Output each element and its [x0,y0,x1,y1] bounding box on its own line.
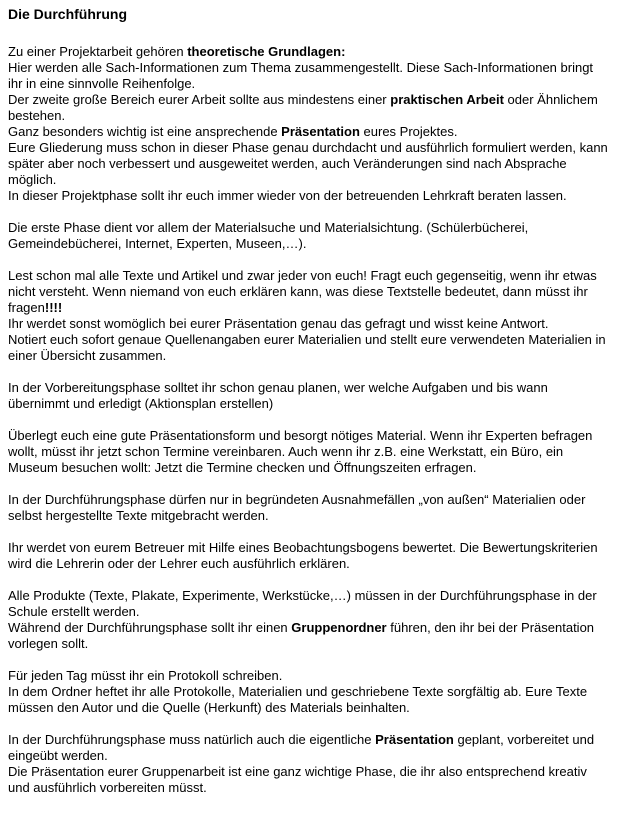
text-span: In der Durchführungsphase muss natürlich auch die eigentliche [8,732,376,747]
text-line [8,620,609,652]
text-span: eures Projektes. [359,124,458,139]
text-span: Während der Durchführungsphase sollt ihr einen [8,620,292,635]
text-line: Alle Produkte (Texte, Plakate, Experimente, Werkstücke,…) müssen in der Durchführungsphase in der Schule erstellt werden. [8,588,597,619]
text-line [8,124,609,140]
bold-text: Gruppenordner [291,620,387,635]
text-line: In dieser Projektphase sollt ihr euch immer wieder von der betreuenden Lehrkraft beraten lassen. [8,188,567,203]
paragraph-produkte [8,588,609,652]
paragraph-bewertung: Ihr werdet von eurem Betreuer mit Hilfe eines Beobachtungsbogens bewertet. Die Bewertungskriterien wird die Lehrerin oder der Lehrer euch ausführlich erklären. [8,540,598,571]
text-span: führen, den ihr bei der Präsentation vorlegen sollt. [8,620,595,651]
bold-text: Präsentation [375,732,454,747]
page-title: Die Durchführung [8,6,127,22]
bold-text: theoretische Grundlagen: [187,44,346,59]
bold-text: praktischen Arbeit [390,92,504,107]
text-span: Der zweite große Bereich eurer Arbeit sollte aus mindestens einer [8,92,391,107]
paragraph-praesentationsform: Überlegt euch eine gute Präsentationsform und besorgt nötiges Material. Wenn ihr Experten befragen wollt, müsst ihr jetzt schon Termine vereinbaren. Auch wenn ihr z.B. eine Werkstatt, ein Büro, ein Museum besuchen wollt: Jetzt die Termine checken und Öffnungszeiten erfragen. [8,428,593,475]
text-line: Die Präsentation eurer Gruppenarbeit ist eine ganz wichtige Phase, die ihr also entsprechend kreativ und ausführlich vorbereiten müsst. [8,764,587,795]
text-line: Hier werden alle Sach-Informationen zum Thema zusammengestellt. Diese Sach-Informationen bringt ihr in eine sinnvolle Reihenfolge. [8,60,594,91]
paragraph-grundlagen [8,44,609,204]
paragraph-praesentation [8,732,609,796]
paragraph-texte-lesen [8,268,609,364]
text-line: Für jeden Tag müsst ihr ein Protokoll schreiben. [8,668,283,683]
bold-text: !!!! [44,300,63,315]
text-line [8,268,609,316]
text-span: Zu einer Projektarbeit gehören [8,44,188,59]
text-span: Lest schon mal alle Texte und Artikel und zwar jeder von euch! Fragt euch gegenseitig, wenn ihr etwas nicht versteht. Wenn niemand von euch erklären kann, was diese Textstelle bedeutet, dann müsst ihr fragen [8,268,597,315]
paragraph-materialsuche: Die erste Phase dient vor allem der Materialsuche und Materialsichtung. (Schülerbücherei, Gemeindebücherei, Internet, Experten, Museen,…). [8,220,529,251]
paragraph-ausnahmen: In der Durchführungsphase dürfen nur in begründeten Ausnahmefällen „von außen“ Materialien oder selbst hergestellte Texte mitgebracht werden. [8,492,586,523]
text-line [8,732,609,764]
bold-text: Präsentation [281,124,360,139]
text-line [8,92,609,124]
text-line: Notiert euch sofort genaue Quellenangaben eurer Materialien und stellt eure verwendeten Materialien in einer Übersicht zusammen. [8,332,606,363]
text-line: Ihr werdet sonst womöglich bei eurer Präsentation genau das gefragt und wisst keine Antwort. [8,316,549,331]
text-line [8,44,609,60]
text-span: oder Ähnlichem bestehen. [8,92,598,123]
text-line: In dem Ordner heftet ihr alle Protokolle, Materialien und geschriebene Texte sorgfältig ab. Eure Texte müssen den Autor und die Quelle (Herkunft) des Materials beinhalten. [8,684,588,715]
paragraph-protokoll [8,668,609,716]
text-line: Eure Gliederung muss schon in dieser Phase genau durchdacht und ausführlich formuliert werden, kann später aber noch verbessert und ausgeweitet werden, auch Veränderungen sind nach Absprache möglich. [8,140,608,187]
text-span: geplant, vorbereitet und eingeübt werden. [8,732,595,763]
paragraph-vorbereitung: In der Vorbereitungsphase solltet ihr schon genau planen, wer welche Aufgaben und bis wann übernimmt und erledigt (Aktionsplan erstellen) [8,380,548,411]
text-span: Ganz besonders wichtig ist eine ansprechende [8,124,282,139]
